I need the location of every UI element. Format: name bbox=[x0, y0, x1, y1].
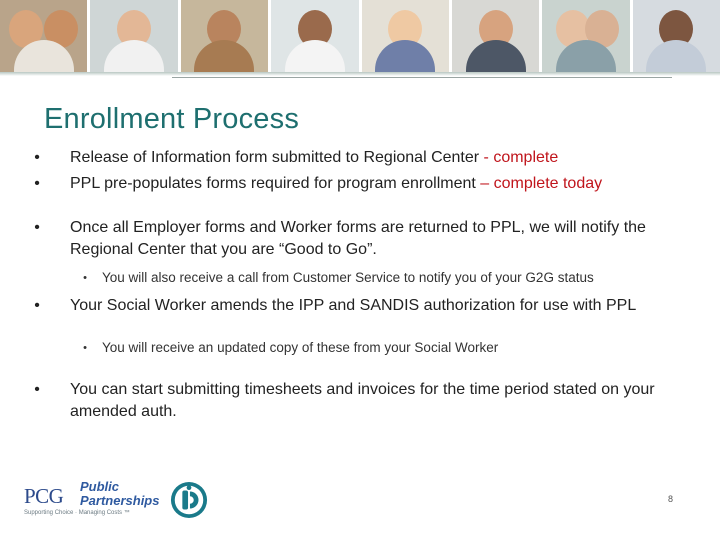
bullet-dot: • bbox=[34, 381, 40, 398]
pcg-logo-text: PCG bbox=[24, 484, 64, 508]
bullet-text: Once all Employer forms and Worker forms are returned to PPL, we will notify the Regional Center that you are “Good to Go”. bbox=[70, 219, 646, 258]
sub-bullet-customer-service-call bbox=[30, 269, 690, 287]
photo-child bbox=[362, 0, 449, 72]
status-text: – complete today bbox=[480, 175, 603, 192]
bullet-dot: • bbox=[34, 219, 40, 236]
photo-elderly-couple bbox=[542, 0, 629, 72]
photo-woman-smiling bbox=[90, 0, 177, 72]
bullet-start-timesheets bbox=[30, 379, 690, 423]
bullet-social-worker-amends bbox=[30, 295, 690, 317]
photo-woman-dark-hair bbox=[271, 0, 358, 72]
photo-boy bbox=[181, 0, 268, 72]
sub-bullet-text: You will receive an updated copy of these from your Social Worker bbox=[102, 340, 499, 355]
photo-students bbox=[0, 0, 87, 72]
bullet-dot: • bbox=[34, 175, 40, 192]
photo-man-beard bbox=[452, 0, 539, 72]
slide-title: Enrollment Process bbox=[44, 103, 300, 135]
bullet-ppl-prepopulates bbox=[30, 173, 690, 195]
bullet-good-to-go bbox=[30, 217, 690, 261]
partnerships-word: Partnerships bbox=[80, 493, 160, 508]
photo-banner bbox=[0, 0, 720, 72]
status-text: - complete bbox=[483, 149, 559, 166]
bullet-text: You can start submitting timesheets and invoices for the time period stated on your amended auth. bbox=[70, 381, 655, 420]
bullet-text: Release of Information form submitted to Regional Center bbox=[70, 149, 484, 166]
dc-circle-logo-icon bbox=[170, 481, 208, 519]
bullet-text: Your Social Worker amends the IPP and SANDIS authorization for use with PPL bbox=[70, 297, 637, 314]
bullet-dot: • bbox=[34, 297, 40, 314]
sub-bullet-dot: • bbox=[83, 272, 87, 284]
sub-bullet-text: You will also receive a call from Customer Service to notify you of your G2G status bbox=[102, 270, 594, 285]
bullet-dot: • bbox=[34, 149, 40, 166]
bullet-text: PPL pre-populates forms required for program enrollment bbox=[70, 175, 481, 192]
page-number: 8 bbox=[668, 494, 674, 504]
sub-bullet-updated-copy bbox=[30, 339, 690, 357]
slide-body bbox=[30, 147, 690, 423]
logo-tagline: Supporting Choice · Managing Costs ™ bbox=[24, 510, 130, 516]
public-word: Public bbox=[80, 479, 120, 494]
header-divider bbox=[172, 77, 672, 78]
bullet-release-of-information bbox=[30, 147, 690, 169]
sub-bullet-dot: • bbox=[83, 342, 87, 354]
public-partnerships-wordmark bbox=[80, 480, 159, 508]
banner-shadow bbox=[0, 72, 720, 76]
photo-woman-computer bbox=[633, 0, 720, 72]
